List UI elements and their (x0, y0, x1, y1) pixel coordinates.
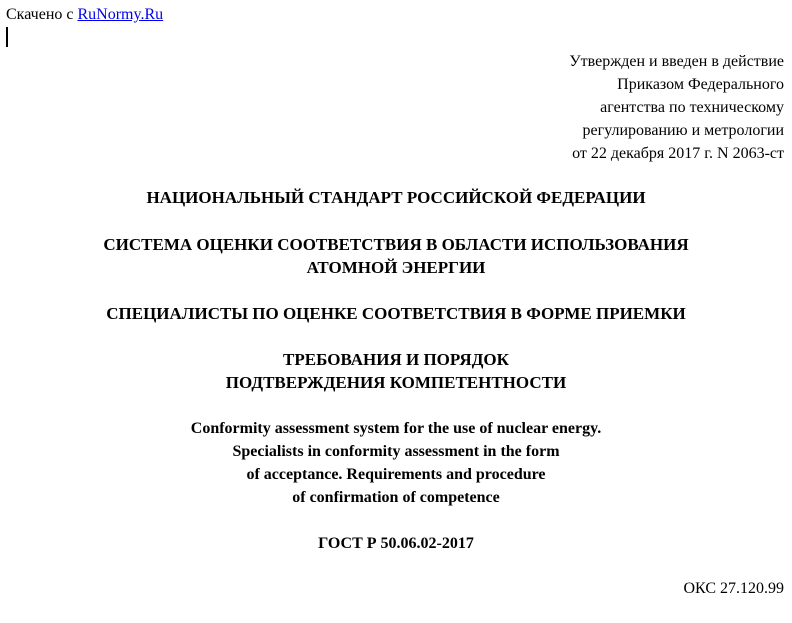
english-title-line: Specialists in conformity assessment in the form (232, 443, 560, 460)
english-title-line: Conformity assessment system for the use of nuclear energy. (190, 420, 602, 437)
download-prefix: Скачено с (6, 6, 74, 23)
gost-designation: ГОСТ Р 50.06.02-2017 (318, 535, 474, 552)
requirements-heading-line: ТРЕБОВАНИЯ И ПОРЯДОК (283, 350, 509, 369)
approval-line: от 22 декабря 2017 г. N 2063-ст (572, 145, 784, 162)
english-title-line: of acceptance. Requirements and procedure (246, 466, 546, 483)
approval-block (444, 50, 784, 165)
text-cursor (6, 27, 8, 47)
english-title-line: of confirmation of competence (292, 489, 500, 506)
runormy-link[interactable]: RuNormy.Ru (77, 6, 164, 23)
approval-line: регулированию и метрологии (582, 122, 784, 139)
specialists-heading-text: СПЕЦИАЛИСТЫ ПО ОЦЕНКЕ СООТВЕТСТВИЯ В ФОРМЕ ПРИЕМКИ (106, 304, 686, 323)
approval-line: агентства по техническому (600, 99, 784, 116)
approval-line: Приказом Федерального (617, 76, 784, 93)
english-title (0, 417, 792, 509)
system-heading-line: АТОМНОЙ ЭНЕРГИИ (306, 258, 486, 277)
oks-code: ОКС 27.120.99 (683, 580, 784, 597)
system-heading-line: СИСТЕМА ОЦЕНКИ СООТВЕТСТВИЯ В ОБЛАСТИ ИСПОЛЬЗОВАНИЯ (103, 235, 689, 254)
approval-line: Утвержден и введен в действие (569, 53, 784, 70)
standard-type-heading (0, 186, 792, 209)
requirements-heading (0, 348, 792, 394)
standard-type-text: НАЦИОНАЛЬНЫЙ СТАНДАРТ РОССИЙСКОЙ ФЕДЕРАЦИИ (146, 188, 646, 207)
download-source-line (6, 5, 163, 24)
system-heading (0, 233, 792, 279)
specialists-heading (0, 302, 792, 325)
requirements-heading-line: ПОДТВЕРЖДЕНИЯ КОМПЕТЕНТНОСТИ (225, 373, 567, 392)
